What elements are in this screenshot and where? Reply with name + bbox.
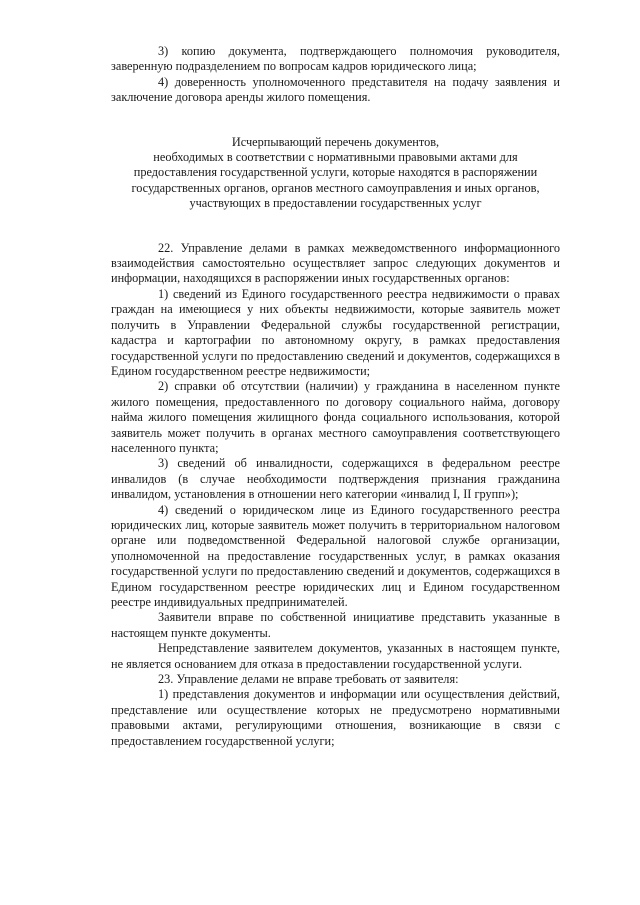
heading-line-4: государственных органов, органов местного самоуправления и иных органов, [131,180,540,195]
section-22-intro: 22. Управление делами в рамках межведомственного информационного взаимодействия самостоятельно осуществляет запрос следующих документов и информации, находящихся в распоряжении иных государственных органов: [111,240,560,286]
section-23-item-1: 1) представления документов и информации или осуществления действий, представление или осуществление которых не предусмотрено нормативными правовыми актами, регулирующими отношения, возникающие в связи с предоставлением государственной услуги; [111,687,560,748]
heading-line-1: Исчерпывающий перечень документов, [231,134,440,149]
section-22-item-1: 1) сведений из Единого государственного реестра недвижимости о правах граждан на имеющиеся у них объекты недвижимости, которые заявитель может получить в Управлении Федеральной службы государственной регистрации, кадастра и картографии по автономному округу, в рамках предоставления государственной услуги по предоставлению сведений и документов, содержащихся в Едином государственном реестре недвижимости; [111,286,560,378]
section-23-intro: 23. Управление делами не вправе требовать от заявителя: [158,672,459,687]
heading-line-3: предоставления государственной услуги, которые находятся в распоряжении [133,165,538,180]
heading-line-2: необходимых в соответствии с нормативными правовыми актами для [153,150,518,165]
section-heading [111,135,560,212]
section-22-item-4: 4) сведений о юридическом лице из Единого государственного реестра юридических лиц, которые заявитель может получить в территориальном налоговом органе или подведомственной Федеральной налоговой службе организации, уполномоченной на предоставление государственных услуг, в рамках оказания государственной услуги по предоставлению сведений и документов, содержащихся в Едином государственном реестре юридических лиц и Едином государственном реестре индивидуальных предпринимателей. [111,502,560,609]
heading-line-5: участвующих в предоставлении государственных услуг [189,196,482,211]
intro-item-3: 3) копию документа, подтверждающего полномочия руководителя, заверенную подразделением по вопросам кадров юридического лица; [111,44,560,74]
section-22-note-2: Непредставление заявителем документов, указанных в настоящем пункте, не является основанием для отказа в предоставлении государственной услуги. [111,641,560,671]
intro-item-4: 4) доверенность уполномоченного представителя на подачу заявления и заключение договора аренды жилого помещения. [111,74,560,105]
document-page [111,44,560,749]
section-22-item-3: 3) сведений об инвалидности, содержащихся в федеральном реестре инвалидов (в случае необходимости подтверждения признания гражданина инвалидом, установления в отношении него категории «инвалид I, II групп»); [111,456,560,502]
section-22-item-2: 2) справки об отсутствии (наличии) у гражданина в населенном пункте жилого помещения, предоставленного по договору социального найма, договору найма жилого помещения жилищного фонда социального использования, которой заявитель может получить в органах местного самоуправления соответствующего населенного пункта; [111,379,560,455]
section-22-note-1: Заявители вправе по собственной инициативе представить указанные в настоящем пункте документы. [111,610,560,640]
